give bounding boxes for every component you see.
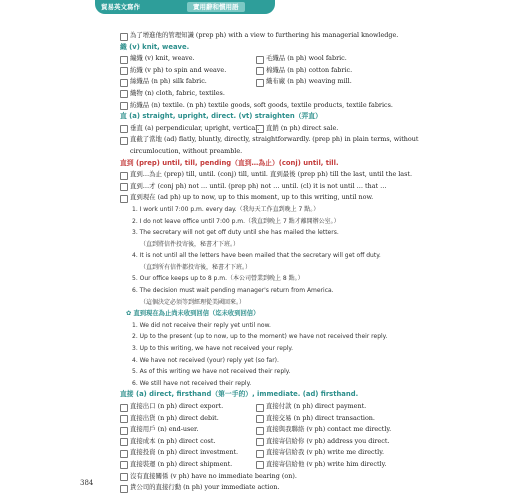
checkbox-icon	[120, 415, 128, 423]
text-line	[120, 366, 500, 378]
text-line	[120, 169, 500, 181]
text-line	[120, 123, 500, 135]
example-sentence: （這個決定必須等到經理從美國回來。）	[140, 298, 246, 306]
text-line	[120, 378, 500, 390]
definition-text: 直接出貨 (n ph) direct debit.	[130, 413, 219, 422]
example-sentence: （直到將信件投寄後，秘書才下班。）	[140, 240, 240, 248]
example-sentence: 4. We have not received (your) reply yet (so far).	[132, 356, 279, 364]
text-line	[120, 65, 500, 77]
text-line	[120, 204, 500, 216]
text-line	[120, 482, 500, 494]
text-line	[120, 447, 500, 459]
text-line	[120, 331, 500, 343]
section-title: 實用辭和慣用語	[187, 2, 245, 12]
checkbox-icon	[256, 79, 264, 87]
text-line	[120, 53, 500, 65]
definition-text: 為了增進他的管理知識 (prep ph) with a view to furthering his managerial knowledge.	[130, 31, 399, 39]
checkbox-icon	[120, 450, 128, 458]
definition-text: 棉織品 (n ph) cotton fabric.	[266, 65, 353, 74]
checkbox-icon	[120, 427, 128, 435]
checkbox-icon	[120, 33, 128, 41]
checkbox-icon	[256, 415, 264, 423]
text-line	[120, 273, 500, 285]
example-sentence: 2. Up to the present (up to now, up to the moment) we have not received their reply.	[132, 333, 388, 341]
text-line	[120, 239, 500, 251]
definition-text: 紡織 (v ph) to spin and weave.	[130, 65, 227, 74]
checkbox-icon	[120, 404, 128, 412]
running-header	[95, 0, 275, 14]
definition-text: 沒有直接關係 (v ph) have no immediate bearing (on).	[130, 471, 297, 480]
checkbox-icon	[256, 67, 264, 75]
text-line	[120, 227, 500, 239]
example-sentence: 1. We did not receive their reply yet until now.	[132, 321, 271, 329]
definition-text: 直接與我聯絡 (v ph) contact me directly.	[266, 425, 392, 434]
definition-text: circumlocution, without preamble.	[130, 146, 243, 155]
text-line	[120, 401, 500, 413]
text-line	[120, 192, 500, 204]
checkbox-icon	[120, 183, 128, 191]
definition-text: 直截了當地 (ad) flatly, bluntly, directly, straightforwardly. (prep ph) in plain terms, without	[130, 135, 419, 144]
example-sentence: 4. It is not until all the letters have been mailed that the secretary will get off duty.	[132, 252, 381, 260]
example-sentence: （直到所有信件都投寄後，秘書才下班。）	[140, 263, 252, 271]
checkbox-icon	[120, 461, 128, 469]
definition-text: 貴公司的直接行動 (n ph) your immediate action.	[130, 483, 280, 492]
definition-text: 直接交易 (n ph) direct transaction.	[266, 413, 375, 422]
definition-text: 直接寄信給我 (v ph) write me directly.	[266, 448, 385, 457]
checkbox-icon	[120, 90, 128, 98]
text-line	[120, 471, 500, 483]
definition-text: 直到現在 (ad ph) up to now, up to this moment, up to this writing, until now.	[130, 193, 374, 202]
text-line	[120, 262, 500, 274]
checkbox-icon	[120, 438, 128, 446]
entry-heading: 直到 (prep) until, till, pending（直到…為止）(conj) until, till.	[120, 158, 339, 167]
entry-heading: 直 (a) straight, upright, direct. (vt) straighten（弄直）	[120, 112, 322, 121]
text-line	[120, 413, 500, 425]
checkbox-icon	[120, 102, 128, 110]
definition-text: 直銷 (n ph) direct sale.	[266, 123, 339, 132]
checkbox-icon	[256, 438, 264, 446]
checkbox-icon	[120, 67, 128, 75]
text-line	[120, 181, 500, 193]
entry-heading: 織 (v) knit, weave.	[120, 42, 190, 51]
text-line	[120, 100, 500, 112]
definition-text: 直到…才 (conj ph) not … until. (prep ph) not … until. (cl) it is not until … that …	[130, 181, 387, 190]
example-sentence: 6. We still have not received their reply.	[132, 379, 252, 387]
text-line	[120, 134, 500, 146]
text-line	[120, 343, 500, 355]
checkbox-icon	[120, 56, 128, 64]
definition-text: 直接出口 (n ph) direct export.	[130, 402, 224, 410]
text-line	[120, 216, 500, 228]
definition-text: 直接付款 (n ph) direct payment.	[266, 402, 367, 410]
text-line	[120, 424, 500, 436]
entry-heading: 直接 (a) direct, firsthand（第一手的）, immediate. (ad) firsthand.	[120, 390, 359, 399]
checkbox-icon	[256, 125, 264, 133]
definition-text: 直接寄信給你 (v ph) address you direct.	[266, 436, 390, 445]
checkbox-icon	[256, 404, 264, 412]
text-line	[120, 88, 500, 100]
text-line	[120, 297, 500, 309]
definition-text: 紡織品 (n) textile. (n ph) textile goods, soft goods, textile products, textile fabrics.	[130, 100, 393, 109]
example-sentence: 5. Our office keeps up to 8 p.m.（本公司營業到晚上 8 點。）	[132, 275, 304, 283]
checkbox-icon	[120, 125, 128, 133]
example-sentence: 1. I work until 7:00 p.m. every day.（我每天工作直到晚上 7 點。）	[132, 205, 320, 213]
text-line	[120, 30, 500, 42]
definition-text: 直接裝運 (n ph) direct shipment.	[130, 459, 233, 468]
text-line	[120, 459, 500, 471]
text-line	[120, 320, 500, 332]
text-line	[120, 389, 500, 401]
example-sentence: 3. Up to this writing, we have not received your reply.	[132, 345, 294, 353]
text-line	[120, 285, 500, 297]
checkbox-icon	[120, 79, 128, 87]
example-sentence: 3. The secretary will not get off duty until she has mailed the letters.	[132, 229, 339, 237]
text-line	[120, 42, 500, 54]
definition-text: 直接投資 (n ph) direct investment.	[130, 448, 239, 457]
text-line	[120, 146, 500, 158]
page-number: 384	[80, 479, 94, 487]
definition-text: 織布廠 (n ph) weaving mill.	[266, 77, 352, 86]
definition-text: 織物 (n) cloth, fabric, textiles.	[130, 88, 225, 97]
checkbox-icon	[256, 427, 264, 435]
book-title: 貿易英文寫作	[101, 3, 140, 11]
text-line	[120, 111, 500, 123]
checkbox-icon	[256, 461, 264, 469]
text-line	[120, 76, 500, 88]
dictionary-content	[120, 30, 500, 494]
definition-text: 直接寄信給他 (v ph) write him directly.	[266, 459, 387, 468]
definition-text: 絲織品 (n ph) silk fabric.	[130, 77, 207, 86]
subheading: ✿ 直到現在為止尚未收到回信（迄未收到回信）	[126, 310, 260, 318]
definition-text: 直到…為止 (prep) till, until. (conj) till, until. 直到最後 (prep ph) till the last, until the last.	[130, 170, 412, 179]
example-sentence: 5. As of this writing we have not received their reply.	[132, 368, 291, 376]
checkbox-icon	[120, 172, 128, 180]
checkbox-icon	[120, 137, 128, 145]
text-line	[120, 250, 500, 262]
text-line	[120, 355, 500, 367]
example-sentence: 6. The decision must wait pending manager's return from America.	[132, 287, 334, 295]
definition-text: 毛織品 (n ph) wool fabric.	[266, 54, 347, 63]
definition-text: 直接用戶 (n) end-user.	[130, 425, 199, 434]
definition-text: 垂直 (a) perpendicular, upright, vertical.	[130, 123, 260, 132]
checkbox-icon	[120, 473, 128, 481]
text-line	[120, 158, 500, 170]
checkbox-icon	[120, 195, 128, 203]
checkbox-icon	[256, 450, 264, 458]
checkbox-icon	[256, 56, 264, 64]
checkbox-icon	[120, 485, 128, 493]
text-line	[120, 436, 500, 448]
example-sentence: 2. I do not leave office until 7:00 p.m.（我直到晚上 7 點才離開辦公室。）	[132, 217, 340, 225]
definition-text: 直接成本 (n ph) direct cost.	[130, 436, 216, 445]
text-line	[120, 308, 500, 320]
definition-text: 編織 (v) knit, weave.	[130, 54, 195, 63]
